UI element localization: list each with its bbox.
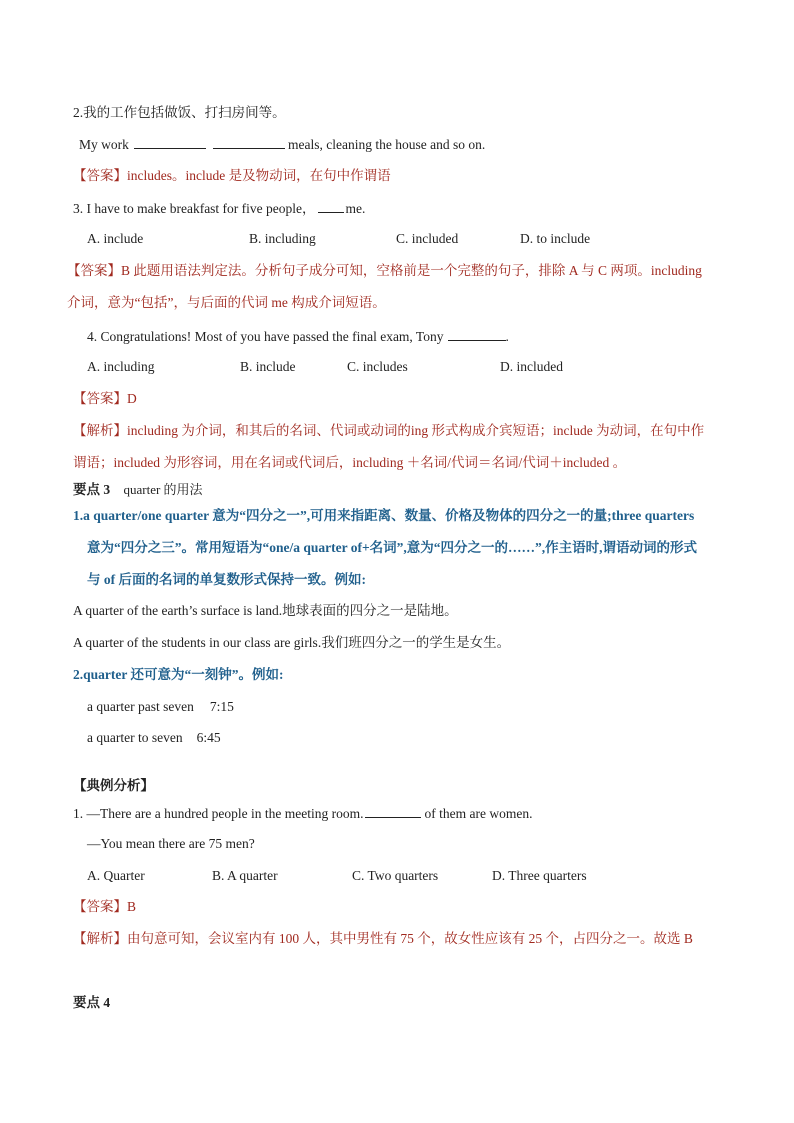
point3-example-3: [87, 697, 234, 717]
ea-answer: [73, 897, 136, 917]
example-4-time: 6:45: [196, 730, 221, 745]
point3-rule1-line2: 意为“四分之三”。常用短语为“one/a quarter of+名词”,意为“四分之一的……”,作主语时,谓语动词的形式: [87, 540, 698, 555]
answer-tag: 【答案】: [73, 391, 127, 406]
q4-stem: [87, 326, 509, 347]
answer-tag: 【答案】: [67, 263, 121, 278]
q3-option-c: C. included: [396, 231, 459, 246]
q4-explanation-line2: 谓语；included 为形容词，用在名词或代词后，including ＋名词/代词＝名词/代词＋included 。: [73, 455, 627, 470]
ea-q1-line1: [73, 803, 533, 824]
point3-heading: [73, 480, 203, 500]
q4-stem-end: .: [505, 329, 509, 344]
ea-explanation-text: 由句意可知，会议室内有 100 人，其中男性有 75 个，故女性应该有 25 个，占四分之一。故选 B: [127, 931, 693, 946]
answer-tag: 【答案】: [73, 899, 127, 914]
example-analysis-heading: 【典例分析】: [73, 778, 154, 793]
q4-answer: [73, 389, 137, 409]
q2-chinese-prompt: 2.我的工作包括做饭、打扫房间等。: [73, 105, 286, 120]
point3-example-2: A quarter of the students in our class are girls.我们班四分之一的学生是女生。: [73, 635, 511, 650]
example-3-time: 7:15: [209, 699, 234, 714]
q4-stem-start: 4. Congratulations! Most of you have passed the final exam, Tony: [87, 329, 444, 344]
q2-blank-1: [134, 134, 206, 149]
q4-answer-text: D: [127, 391, 137, 406]
point3-title-topic: quarter 的用法: [123, 482, 203, 497]
q2-answer: [73, 166, 391, 186]
ea-q1-line1-start: 1. —There are a hundred people in the meeting room.: [73, 806, 364, 821]
q4-option-d: D. included: [500, 359, 563, 374]
q2-sentence-start: My work: [79, 137, 129, 152]
q3-stem-start: 3. I have to make breakfast for five people，: [73, 201, 316, 216]
ea-q1-options: [0, 866, 794, 886]
q3-option-d: D. to include: [520, 231, 591, 246]
ea-q1-line1-end: of them are women.: [424, 806, 533, 821]
q4-options: [0, 357, 794, 377]
point3-rule1-line1: 1.a quarter/one quarter 意为“四分之一”,可用来指距离、数量、价格及物体的四分之一的量;three quarters: [73, 508, 695, 523]
q3-answer-text-1: B 此题用语法判定法。分析句子成分可知，空格前是一个完整的句子，排除 A 与 C 两项。including: [121, 263, 702, 278]
q3-options: [0, 229, 794, 249]
q3-stem-end: me.: [345, 201, 366, 216]
ea-q1-blank: [365, 803, 421, 818]
ea-explanation: [73, 929, 693, 949]
explanation-tag: 【解析】: [73, 931, 127, 946]
point3-rule2: 2.quarter 还可意为“一刻钟”。例如:: [73, 667, 284, 682]
q4-option-a: A. including: [87, 359, 155, 374]
q3-stem: [73, 198, 365, 219]
q2-answer-text: includes。include 是及物动词，在句中作谓语: [127, 168, 391, 183]
point3-rule1-line3: 与 of 后面的名词的单复数形式保持一致。例如:: [87, 572, 366, 587]
example-4-phrase: a quarter to seven: [87, 730, 183, 745]
q3-answer-line2: 介词，意为“包括”，与后面的代词 me 构成介词短语。: [67, 295, 386, 310]
q4-option-b: B. include: [240, 359, 296, 374]
q3-option-b: B. including: [249, 231, 316, 246]
q3-option-a: A. include: [87, 231, 144, 246]
point3-title-label: 要点 3: [73, 482, 111, 497]
ea-q1-line2: —You mean there are 75 men?: [87, 836, 255, 851]
q3-blank: [318, 198, 344, 213]
q4-explanation-text-1: including 为介词，和其后的名词、代词或动词的ing 形式构成介宾短语；include 为动词，在句中作: [127, 423, 705, 438]
q4-option-c: C. includes: [347, 359, 408, 374]
q3-answer-line1: [67, 261, 702, 281]
example-3-phrase: a quarter past seven: [87, 699, 194, 714]
q2-sentence-end: meals, cleaning the house and so on.: [288, 137, 486, 152]
q4-blank: [448, 326, 506, 341]
ea-option-c: C. Two quarters: [352, 868, 439, 883]
ea-option-d: D. Three quarters: [492, 868, 587, 883]
ea-option-a: A. Quarter: [87, 868, 145, 883]
ea-answer-text: B: [127, 899, 137, 914]
q4-explanation-line1: [73, 421, 704, 441]
point4-heading: 要点 4: [73, 995, 111, 1010]
point3-example-1: A quarter of the earth’s surface is land.地球表面的四分之一是陆地。: [73, 603, 458, 618]
point3-example-4: [87, 728, 221, 748]
ea-option-b: B. A quarter: [212, 868, 278, 883]
q2-english-sentence: [79, 134, 485, 155]
q2-blank-2: [213, 134, 285, 149]
explanation-tag: 【解析】: [73, 423, 127, 438]
answer-tag: 【答案】: [73, 168, 127, 183]
